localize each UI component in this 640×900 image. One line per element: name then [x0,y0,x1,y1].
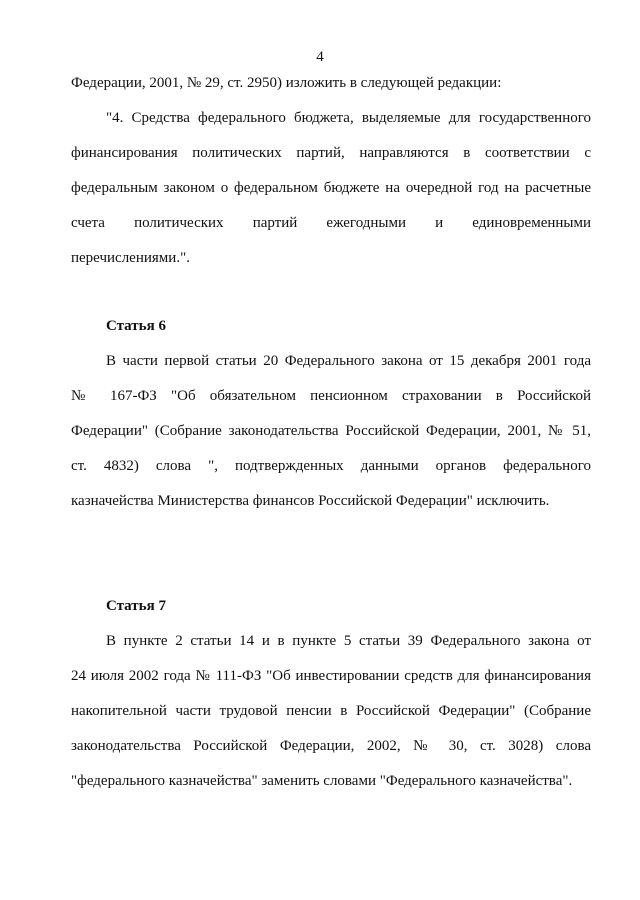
article-6-line: № 167-ФЗ "Об обязательном пенсионном страховании в Российской [71,388,591,404]
spacer [71,276,591,309]
article-6-heading: Статья 6 [106,318,166,334]
quote-line: федеральным законом о федеральном бюджете на очередной год на расчетные [71,180,591,196]
quote-line: перечислениями.". [71,250,190,266]
quoted-amendment-paragraph [71,101,591,276]
article-7-paragraph [71,624,591,799]
spacer [71,519,591,589]
article-6-line: казначейства Министерства финансов Российской Федерации" исключить. [71,493,550,509]
document-body [71,66,591,799]
article-7-heading: Статья 7 [106,598,166,614]
article-7-line: "федерального казначейства" заменить словами "Федерального казначейства". [71,773,573,789]
intro-paragraph [71,66,591,101]
article-6-line: В части первой статьи 20 Федерального закона от 15 декабря 2001 года [106,353,591,369]
article-6-paragraph [71,344,591,519]
article-6-line: ст. 4832) слова ", подтвержденных данными органов федерального [71,458,591,474]
article-7-line: В пункте 2 статьи 14 и в пункте 5 статьи 39 Федерального закона от [106,633,591,649]
quote-line: счета политических партий ежегодными и единовременными [71,215,591,231]
intro-line: Федерации, 2001, № 29, ст. 2950) изложить в следующей редакции: [71,75,502,91]
article-6-line: Федерации" (Собрание законодательства Российской Федерации, 2001, № 51, [71,423,591,439]
page-number: 4 [316,49,324,65]
quote-line: "4. Средства федерального бюджета, выделяемые для государственного [106,110,591,126]
quote-line: финансирования политических партий, направляются в соответствии с [71,145,591,161]
article-7-line: законодательства Российской Федерации, 2002, № 30, ст. 3028) слова [71,738,591,754]
article-7-line: 24 июля 2002 года № 111-ФЗ "Об инвестировании средств для финансирования [71,668,591,684]
article-7-line: накопительной части трудовой пенсии в Российской Федерации" (Собрание [71,703,591,719]
